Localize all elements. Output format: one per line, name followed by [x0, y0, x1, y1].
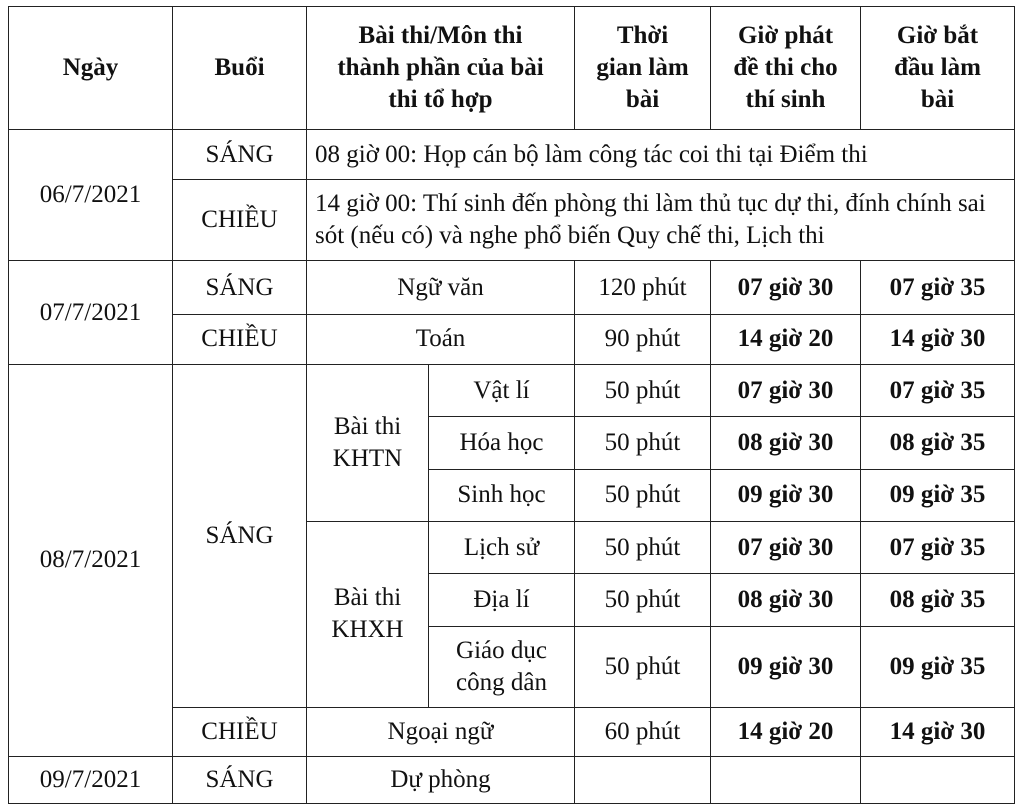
issue-time-cell: 07 giờ 30 [711, 364, 861, 416]
date-cell: 07/7/2021 [9, 261, 173, 365]
session-cell: SÁNG [173, 756, 307, 803]
start-time-cell: 07 giờ 35 [861, 521, 1015, 573]
subject-cell: Toán [307, 314, 575, 364]
issue-time-cell: 07 giờ 30 [711, 261, 861, 314]
session-cell: CHIỀU [173, 707, 307, 756]
duration-cell: 50 phút [575, 574, 711, 626]
start-time-cell: 08 giờ 35 [861, 574, 1015, 626]
start-time-cell: 14 giờ 30 [861, 707, 1015, 756]
exam-schedule-table [8, 6, 1015, 804]
duration-cell: 50 phút [575, 469, 711, 521]
session-cell: CHIỀU [173, 314, 307, 364]
table-row [9, 756, 1015, 803]
issue-time-cell: 09 giờ 30 [711, 626, 861, 707]
subject-cell: Lịch sử [429, 521, 575, 573]
date-cell: 09/7/2021 [9, 756, 173, 803]
session-cell: SÁNG [173, 364, 307, 707]
duration-cell: 50 phút [575, 626, 711, 707]
table-row [9, 261, 1015, 314]
group-cell-khxh: Bài thi KHXH [307, 521, 429, 707]
subject-cell: Địa lí [429, 574, 575, 626]
issue-time-cell: 07 giờ 30 [711, 521, 861, 573]
issue-time-cell: 08 giờ 30 [711, 574, 861, 626]
header-gio-bat-dau: Giờ bắt đầu làm bài [861, 7, 1015, 130]
start-time-cell: 09 giờ 35 [861, 626, 1015, 707]
subject-cell: Hóa học [429, 417, 575, 469]
start-time-cell: 07 giờ 35 [861, 364, 1015, 416]
subject-cell: Vật lí [429, 364, 575, 416]
start-time-cell: 07 giờ 35 [861, 261, 1015, 314]
subject-cell: Ngữ văn [307, 261, 575, 314]
header-ngay: Ngày [9, 7, 173, 130]
duration-cell: 50 phút [575, 417, 711, 469]
duration-cell: 90 phút [575, 314, 711, 364]
subject-cell: Dự phòng [307, 756, 575, 803]
group-cell-khtn: Bài thi KHTN [307, 364, 429, 521]
subject-cell: Giáo dục công dân [429, 626, 575, 707]
header-buoi: Buổi [173, 7, 307, 130]
table-row [9, 130, 1015, 180]
issue-time-cell: 14 giờ 20 [711, 707, 861, 756]
session-cell: SÁNG [173, 261, 307, 314]
note-cell: 08 giờ 00: Họp cán bộ làm công tác coi thi tại Điểm thi [307, 130, 1015, 180]
subject-cell: Ngoại ngữ [307, 707, 575, 756]
duration-cell: 50 phút [575, 521, 711, 573]
subject-cell: Sinh học [429, 469, 575, 521]
header-thoi-gian: Thời gian làm bài [575, 7, 711, 130]
issue-time-cell: 09 giờ 30 [711, 469, 861, 521]
duration-cell: 50 phút [575, 364, 711, 416]
issue-time-cell: 08 giờ 30 [711, 417, 861, 469]
session-cell: SÁNG [173, 130, 307, 180]
duration-cell: 120 phút [575, 261, 711, 314]
header-row [9, 7, 1015, 130]
header-bai-thi: Bài thi/Môn thi thành phần của bài thi tổ hợp [307, 7, 575, 130]
header-gio-phat-de: Giờ phát đề thi cho thí sinh [711, 7, 861, 130]
issue-time-cell: 14 giờ 20 [711, 314, 861, 364]
note-cell: 14 giờ 00: Thí sinh đến phòng thi làm thủ tục dự thi, đính chính sai sót (nếu có) và nghe phổ biến Quy chế thi, Lịch thi [307, 180, 1015, 261]
table-row [9, 364, 1015, 416]
start-time-cell: 09 giờ 35 [861, 469, 1015, 521]
date-cell: 06/7/2021 [9, 130, 173, 261]
issue-time-cell [711, 756, 861, 803]
start-time-cell: 14 giờ 30 [861, 314, 1015, 364]
date-cell: 08/7/2021 [9, 364, 173, 756]
start-time-cell: 08 giờ 35 [861, 417, 1015, 469]
session-cell: CHIỀU [173, 180, 307, 261]
start-time-cell [861, 756, 1015, 803]
duration-cell: 60 phút [575, 707, 711, 756]
duration-cell [575, 756, 711, 803]
